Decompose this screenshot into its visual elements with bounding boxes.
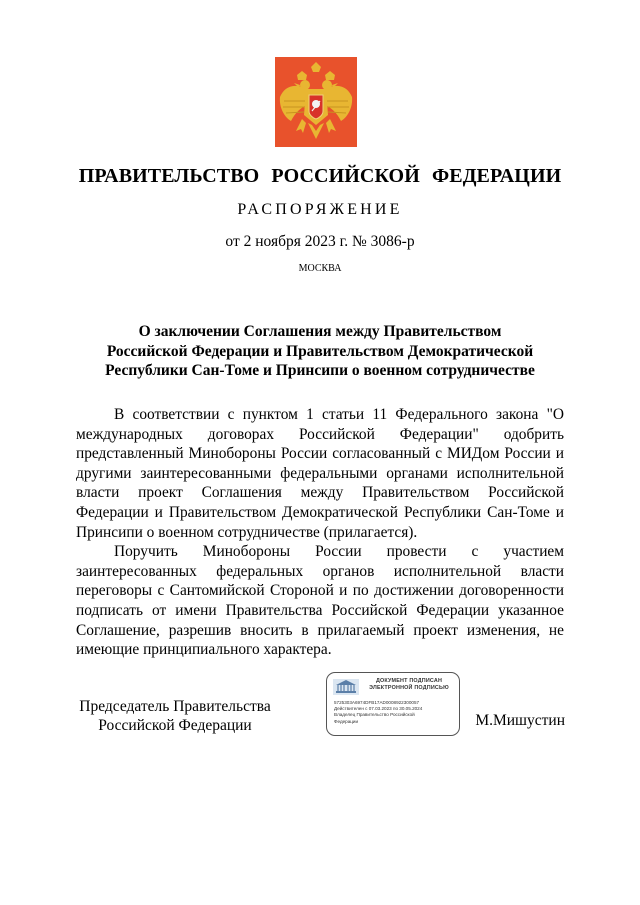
document-body: [76, 405, 564, 660]
stamp-validity-period: Действителен с 07.03.2023 по 30.05.2024: [334, 706, 423, 712]
government-title: ПРАВИТЕЛЬСТВО РОССИЙСКОЙ ФЕДЕРАЦИИ: [78, 165, 562, 187]
stamp-details: [334, 700, 458, 725]
document-subject: [60, 322, 580, 381]
subject-line: Российской Федерации и Правительством Демократической: [106, 342, 534, 360]
stamp-owner: Федерации: [334, 718, 359, 724]
stamp-heading: [361, 678, 457, 692]
stamp-owner: Владелец Правительство Российской: [334, 712, 415, 718]
body-paragraph: Поручить Минобороны России провести с участием заинтересованных федеральных органов исполнительной власти переговоры с Сантомийской Стороной и по достижении договоренности подписать от имени Правительства Российской Федерации указанное Соглашение, разрешив вносить в прилагаемый проект изменения, не имеющие принципиального характера.: [76, 543, 564, 659]
document-city: МОСКВА: [298, 263, 342, 274]
government-building-icon: [333, 679, 359, 695]
stamp-heading-line: ДОКУМЕНТ ПОДПИСАН: [375, 678, 443, 684]
stamp-certificate-number: 5725303A6974DFB17AD0008922300057: [334, 700, 420, 705]
document-type-title: РАСПОРЯЖЕНИЕ: [237, 201, 403, 218]
subject-line: Республики Сан-Томе и Принсипи о военном сотрудничестве: [105, 362, 535, 379]
body-paragraph: В соответствии с пунктом 1 статьи 11 Федерального закона "О международных договорах Российской Федерации" одобрить представленный Минобороны России согласованный с МИДом России и другими заинтересованными федеральными органами исполнительной власти проект Соглашения между Правительством Российской Федерации и Правительством Демократической Республики Сан-Томе и Принсипи о военном сотрудничестве (прилагается).: [76, 406, 564, 541]
stamp-heading-line: ЭЛЕКТРОННОЙ ПОДПИСЬЮ: [369, 685, 449, 691]
signatory-position: [60, 697, 290, 735]
signatory-position-line: Российской Федерации: [98, 717, 252, 734]
subject-line: О заключении Соглашения между Правительством: [138, 323, 502, 340]
coat-of-arms-emblem: [275, 57, 357, 147]
signatory-name: М.Мишустин: [475, 712, 565, 729]
signatory-position-line: Председатель Правительства: [79, 698, 271, 715]
document-date-number: от 2 ноября 2023 г. № 3086-р: [225, 233, 415, 250]
electronic-signature-stamp: [326, 672, 460, 736]
